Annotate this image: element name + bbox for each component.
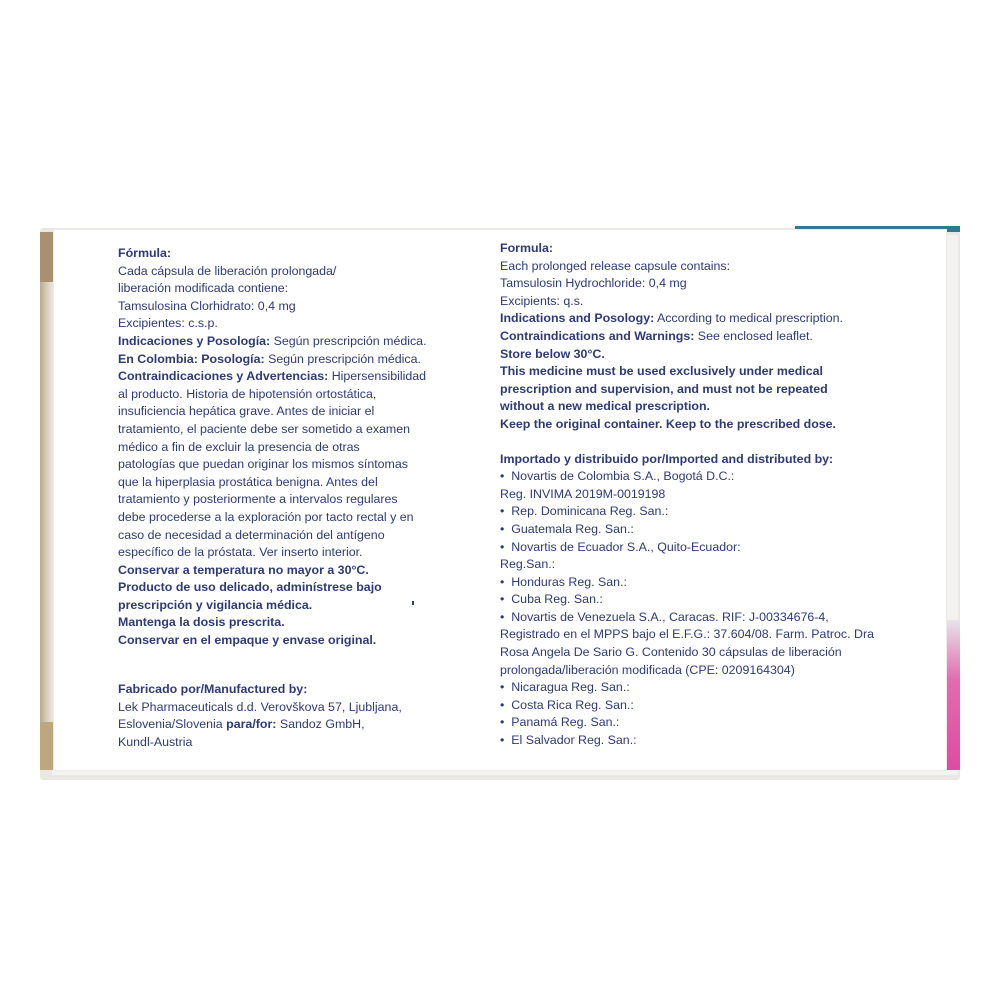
importer-item: • Cuba Reg. San.:	[500, 591, 874, 609]
formula-heading-en: Formula:	[500, 241, 554, 255]
colombia-label: En Colombia: Posología:	[118, 351, 265, 366]
manufacturer-line: Kundl-Austria	[118, 734, 193, 749]
manufacturer-country: Eslovenia/Slovenia	[118, 717, 227, 732]
storage-warning-es: prescripción y vigilancia médica.	[118, 597, 313, 612]
formula-line: Tamsulosin Hydrochloride: 0,4 mg	[500, 276, 687, 291]
contraindications-label: Contraindications and Warnings:	[500, 328, 695, 343]
importer-item: • Costa Rica Reg. San.:	[500, 697, 874, 715]
importer-item: • Novartis de Venezuela S.A., Caracas. RIF: J-00334676-4,	[500, 609, 874, 627]
storage-warning-en: without a new medical prescription.	[500, 399, 710, 414]
importer-item-cont: Rosa Angela De Sario G. Contenido 30 cápsulas de liberación	[500, 645, 842, 660]
manufacturer-client: Sandoz GmbH,	[276, 717, 365, 732]
storage-warning-es: Mantenga la dosis prescrita.	[118, 615, 285, 630]
importer-item: • Honduras Reg. San.:	[500, 574, 874, 592]
storage-warning-es: Conservar en el empaque y envase original.	[118, 633, 377, 648]
contraindicaciones-line	[118, 368, 427, 386]
indications-line	[500, 310, 874, 328]
indications-label: Indications and Posology:	[500, 311, 655, 326]
contra-line: caso de necesidad a determinación del antígeno	[118, 527, 385, 542]
storage-warning-en: This medicine must be used exclusively under medical	[500, 364, 823, 379]
formula-line: Tamsulosina Clorhidrato: 0,4 mg	[118, 298, 296, 313]
contra-line: médico a fin de excluir la presencia de otras	[118, 439, 360, 454]
manufactured-heading: Fabricado por/Manufactured by:	[118, 682, 308, 696]
storage-warning-en: Store below 30°C.	[500, 346, 605, 361]
indicaciones-label: Indicaciones y Posología:	[118, 333, 271, 348]
imported-heading: Importado y distribuido por/Imported and distributed by:	[500, 451, 834, 466]
indicaciones-line	[118, 333, 427, 351]
contraindications-text: See enclosed leaflet.	[694, 328, 813, 343]
english-text-column	[500, 240, 874, 750]
contraindicaciones-label: Contraindicaciones y Advertencias:	[118, 369, 329, 384]
importer-item: • Guatemala Reg. San.:	[500, 521, 874, 539]
importer-item: • Panamá Reg. San.:	[500, 714, 874, 732]
indications-text: According to medical prescription.	[654, 311, 843, 326]
contraindications-line	[500, 328, 874, 346]
importer-item: • El Salvador Reg. San.:	[500, 732, 874, 750]
storage-warning-en: Keep the original container. Keep to the prescribed dose.	[500, 416, 836, 431]
importer-item-cont: Registrado en el MPPS bajo el E.F.G.: 37.604/08. Farm. Patroc. Dra	[500, 627, 874, 642]
box-pink-edge	[946, 620, 960, 770]
importer-item: • Novartis de Ecuador S.A., Quito-Ecuador:	[500, 539, 874, 557]
colombia-line	[118, 351, 427, 369]
importer-item-cont: Reg. INVIMA 2019M-0019198	[500, 486, 666, 501]
print-speck	[412, 601, 414, 605]
formula-line: Cada cápsula de liberación prolongada/	[118, 263, 337, 278]
manufacturer-line	[118, 716, 402, 734]
contra-line: que la hiperplasia prostática benigna. Antes del	[118, 474, 378, 489]
storage-warning-en: prescription and supervision, and must not be repeated	[500, 381, 828, 396]
formula-line: Excipientes: c.s.p.	[118, 316, 218, 331]
formula-line: Each prolonged release capsule contains:	[500, 258, 731, 273]
storage-warning-es: Producto de uso delicado, adminístrese bajo	[118, 580, 382, 595]
indicaciones-text: Según prescripción médica.	[270, 333, 427, 348]
contra-line: específico de la próstata. Ver inserto interior.	[118, 545, 363, 560]
formula-line: liberación modificada contiene:	[118, 281, 289, 296]
importer-item: • Nicaragua Reg. San.:	[500, 679, 874, 697]
importer-item: • Novartis de Colombia S.A., Bogotá D.C.:	[500, 468, 874, 486]
contra-line: debe procederse a la exploración por tacto rectal y en	[118, 509, 414, 524]
contra-line: tratamiento y posteriormente a intervalos regulares	[118, 492, 398, 507]
spanish-text-column	[118, 245, 427, 650]
importer-item: • Rep. Dominicana Reg. San.:	[500, 503, 874, 521]
importer-item-cont: prolongada/liberación modificada (CPE: 0209164304)	[500, 662, 795, 677]
manufacturer-line: Lek Pharmaceuticals d.d. Verovškova 57, Ljubljana,	[118, 699, 402, 714]
contra-line: insuficiencia hepática grave. Antes de iniciar el	[118, 404, 375, 419]
storage-warning-es: Conservar a temperatura no mayor a 30°C.	[118, 562, 369, 577]
contraindicaciones-text: Hipersensibilidad	[328, 369, 427, 384]
importer-item-cont: Reg.San.:	[500, 557, 556, 572]
colombia-text: Según prescripción médica.	[264, 351, 421, 366]
manufacturer-block	[118, 681, 402, 751]
para-for-label: para/for:	[226, 717, 277, 732]
contra-line: patologías que puedan originar los mismos síntomas	[118, 457, 408, 472]
contra-line: tratamiento, el paciente debe ser sometido a examen	[118, 421, 411, 436]
formula-heading-es: Fórmula:	[118, 246, 172, 260]
formula-line: Excipients: q.s.	[500, 293, 584, 308]
contra-line: al producto. Historia de hipotensión ortostática,	[118, 386, 377, 401]
box-left-flap	[40, 232, 54, 770]
